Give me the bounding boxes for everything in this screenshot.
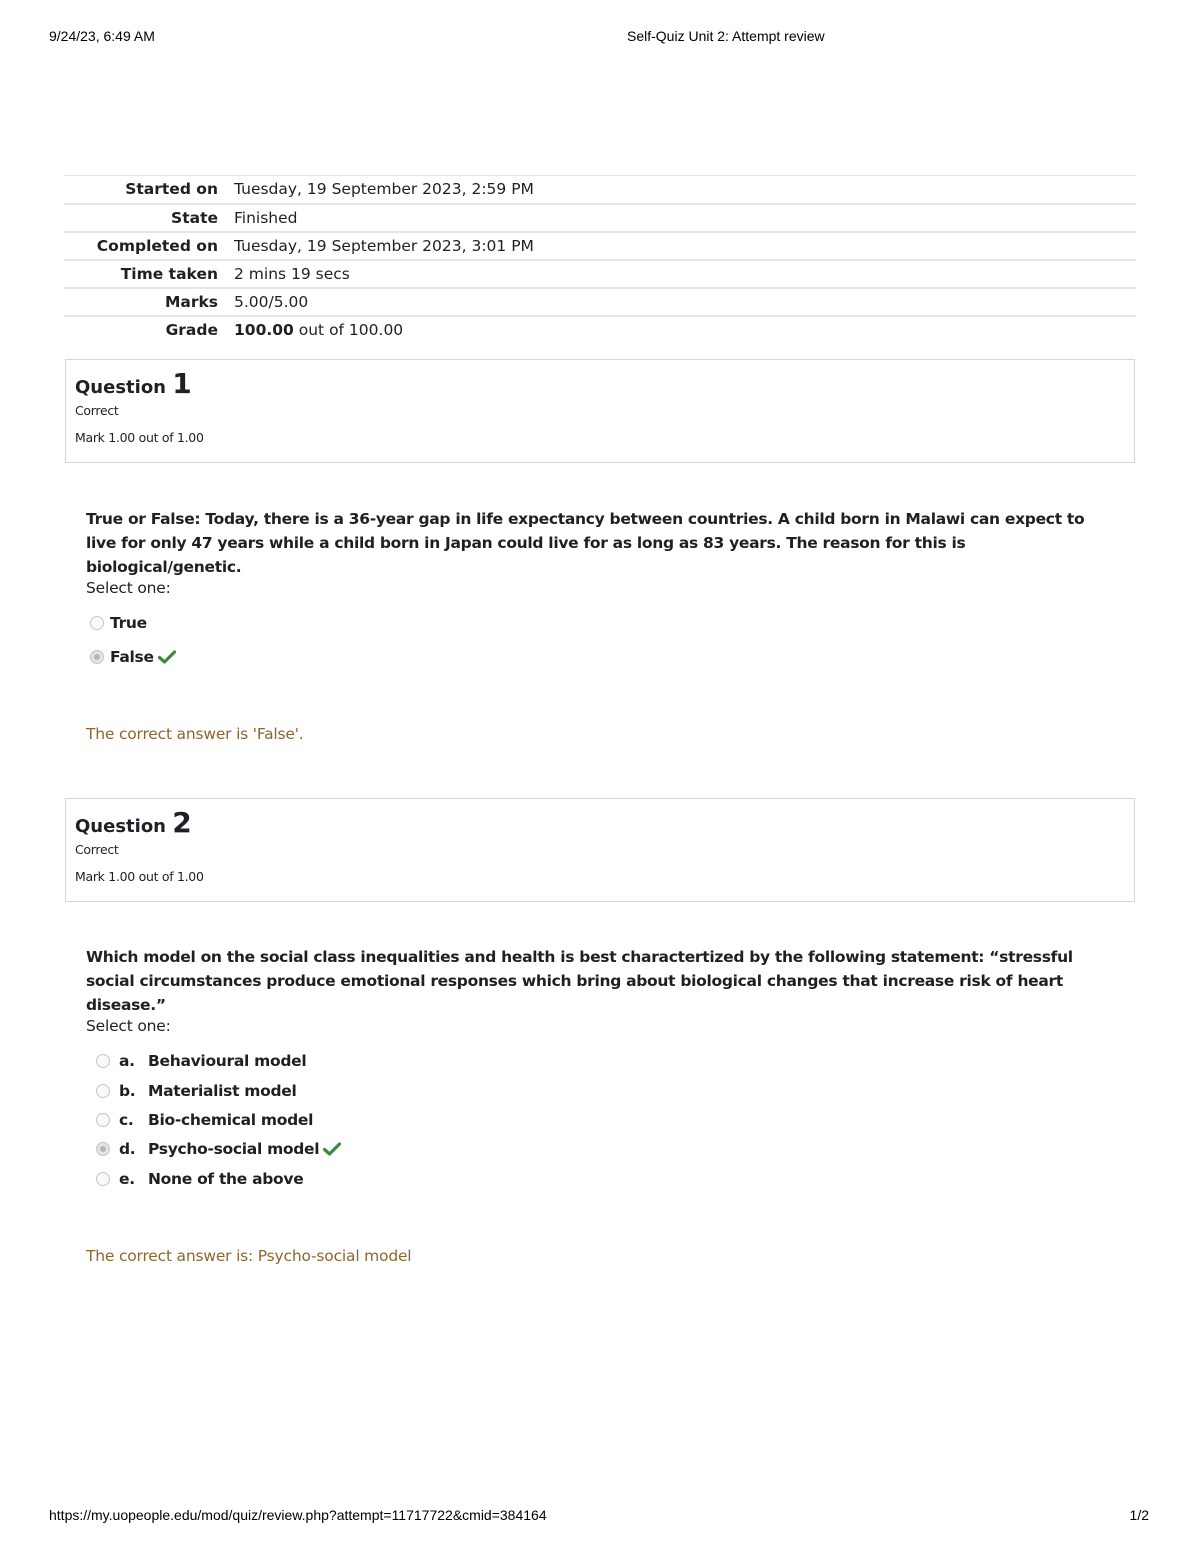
print-url: https://my.uopeople.edu/mod/quiz/review.php?attempt=11717722&cmid=384164: [49, 1507, 547, 1523]
marks-value: 5.00/5.00: [226, 288, 1136, 316]
option-label: None of the above: [148, 1170, 304, 1188]
radio-unchecked[interactable]: [96, 1054, 110, 1068]
option-letter: d.: [119, 1140, 136, 1158]
question-2-mark: Mark 1.00 out of 1.00: [75, 869, 204, 884]
grade-score: 100.00: [234, 321, 294, 339]
question-1-mark: Mark 1.00 out of 1.00: [75, 430, 204, 445]
state-value: Finished: [226, 204, 1136, 232]
option-letter: b.: [119, 1082, 136, 1100]
radio-checked[interactable]: [90, 650, 104, 664]
question-2-prompt: Select one:: [86, 1017, 171, 1035]
question-number: 1: [172, 367, 192, 400]
option-letter: e.: [119, 1170, 135, 1188]
summary-row-started: [64, 176, 1136, 204]
question-1-state: Correct: [75, 403, 119, 418]
print-footer: [49, 1507, 1151, 1527]
option-label: Psycho-social model: [148, 1140, 320, 1158]
question-2-option-b[interactable]: [90, 1080, 297, 1102]
question-1-prompt: Select one:: [86, 579, 171, 597]
question-2-option-e[interactable]: [90, 1168, 303, 1190]
option-letter: c.: [119, 1111, 134, 1129]
question-label: Question: [75, 816, 166, 837]
summary-row-completed: [64, 232, 1136, 260]
grade-out-of: out of 100.00: [293, 321, 404, 339]
question-2-heading: [75, 807, 1125, 839]
radio-checked[interactable]: [96, 1142, 110, 1156]
summary-row-marks: [64, 288, 1136, 316]
question-label: Question: [75, 377, 166, 398]
completed-on-value: Tuesday, 19 September 2023, 3:01 PM: [226, 232, 1136, 260]
question-2-text: Which model on the social class inequalities and health is best charactertized by the following statement: “stressful social circumstances produce emotional responses which bring about biological changes that increase risk of heart disease.”: [86, 948, 1073, 1014]
question-2-option-d[interactable]: [90, 1138, 341, 1160]
question-number: 2: [172, 806, 192, 839]
time-taken-label: Time taken: [64, 260, 226, 288]
summary-row-grade: [64, 316, 1136, 344]
grade-label: Grade: [165, 321, 218, 339]
radio-unchecked[interactable]: [90, 616, 104, 630]
radio-unchecked[interactable]: [96, 1084, 110, 1098]
option-label: False: [110, 648, 154, 666]
time-taken-value: 2 mins 19 secs: [226, 260, 1136, 288]
grade-value: [226, 316, 1136, 344]
print-datetime: 9/24/23, 6:49 AM: [49, 28, 155, 44]
question-1-option-false[interactable]: [90, 646, 176, 668]
check-icon: [158, 650, 176, 664]
option-label: Materialist model: [148, 1082, 297, 1100]
question-2-state: Correct: [75, 842, 119, 857]
option-label: Bio-chemical model: [148, 1111, 314, 1129]
question-2-info: [65, 798, 1135, 902]
question-2-option-a[interactable]: [90, 1050, 306, 1072]
summary-row-time: [64, 260, 1136, 288]
marks-label: Marks: [64, 288, 226, 316]
radio-unchecked[interactable]: [96, 1172, 110, 1186]
option-label: True: [110, 614, 147, 632]
question-1-text: True or False: Today, there is a 36-year gap in life expectancy between countries. A child born in Malawi can expect to live for only 47 years while a child born in Japan could live for as long as 83 years. The reason for this is biological/genetic.: [86, 510, 1085, 576]
check-icon: [323, 1142, 341, 1156]
question-1-option-true[interactable]: [90, 612, 147, 634]
completed-on-label: Completed on: [64, 232, 226, 260]
attempt-summary-table: [64, 175, 1136, 344]
question-1-feedback: The correct answer is 'False'.: [86, 725, 304, 743]
started-on-value: Tuesday, 19 September 2023, 2:59 PM: [226, 176, 1136, 204]
summary-row-state: [64, 204, 1136, 232]
state-label: State: [64, 204, 226, 232]
option-letter: a.: [119, 1052, 135, 1070]
question-1-heading: [75, 368, 1125, 400]
radio-unchecked[interactable]: [96, 1113, 110, 1127]
question-2-feedback: The correct answer is: Psycho-social model: [86, 1247, 412, 1265]
print-header: [49, 28, 1151, 48]
print-page-number: 1/2: [1129, 1507, 1149, 1523]
question-1-info: [65, 359, 1135, 463]
option-label: Behavioural model: [148, 1052, 307, 1070]
question-2-option-c[interactable]: [90, 1109, 313, 1131]
print-page-title: Self-Quiz Unit 2: Attempt review: [627, 28, 825, 44]
started-on-label: Started on: [64, 176, 226, 204]
